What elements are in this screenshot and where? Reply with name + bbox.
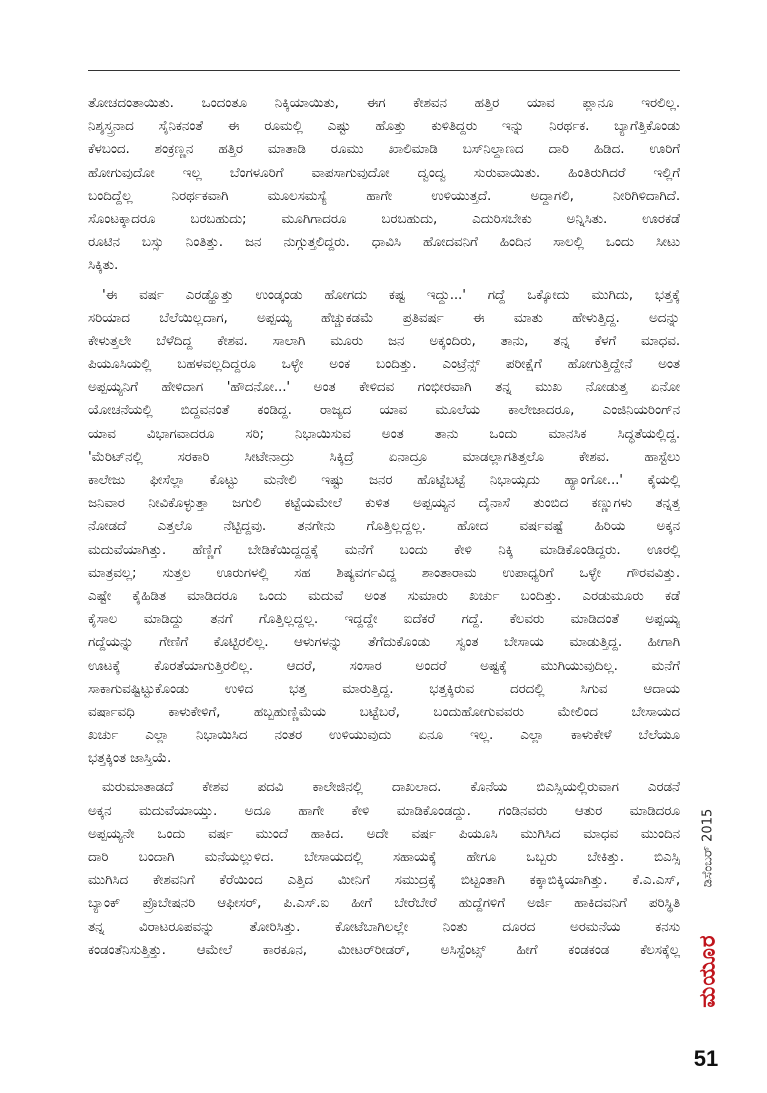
text-line: ಭತ್ತಕ್ಕಿಂತ ಜಾಸ್ತಿಯೆ. <box>88 750 172 767</box>
text-line: ಮುಗಿಸಿದ ಕೇಶವನಿಗೆ ಕೆರೆಯಿಂದ ಎತ್ತಿದ ಮೀನಿಗೆ ಸಮುದ್ರಕ್ಕೆ ಬಿಟ್ಟಂತಾಗಿ ಕಕ್ಕಾಬಿಕ್ಕಿಯಾಗಿತ್ತು. ಕೆ.ಎ.ಎಸ್, <box>88 872 680 889</box>
text-line: ಕಾಲೇಜು ಫೀಸೆಲ್ಲಾ ಕೊಟ್ಟು ಮನೇಲಿ ಇಷ್ಟು ಜನರ ಹೊಟ್ಟೆಬಟ್ಟೆ ನಿಭಾಯ್ಸದು ಹ್ಯಾಂಗೋ...' ಕೈಯಲ್ಲಿ <box>88 472 680 488</box>
paragraph <box>88 92 680 278</box>
text-line: ಕೆಳಬಂದ. ಶಂಕ್ರಣ್ಣನ ಹತ್ತಿರ ಮಾತಾಡಿ ರೂಮು ಖಾಲಿಮಾಡಿ ಬಸ್‌ನಿಲ್ದಾಣದ ದಾರಿ ಹಿಡಿದ. ಊರಿಗೆ <box>88 141 680 158</box>
text-line: ಬಂದಿದ್ದೆಲ್ಲ ನಿರರ್ಥಕವಾಗಿ ಮೂಲಸಮಸ್ಯೆ ಹಾಗೇ ಉಳಿಯುತ್ತದೆ. ಅದ್ದಾಗಲಿ, ನೀರಿಗಿಳಿದಾಗಿದೆ. <box>88 187 680 204</box>
text-line: ಸಿಕ್ಕಿತು. <box>88 257 119 274</box>
paragraph <box>88 776 680 962</box>
text-line: ನೋಡದೆ ಎತ್ತಲೊ ನೆಟ್ಟಿದ್ದವು. ತನಗೇನು ಗೊತ್ತಿಲ್ಲದ್ದಲ್ಲ. ಹೋದ ವರ್ಷವಷ್ಟೆ ಹಿರಿಯ ಅಕ್ಕನ <box>88 518 680 535</box>
text-line: ಕೈಸಾಲ ಮಾಡಿದ್ದು ತನಗೆ ಗೊತ್ತಿಲ್ಲದ್ದಲ್ಲ. ಇದ್ದದ್ದೇ ಐದೆಕರೆ ಗದ್ದೆ. ಕೆಲವರು ಮಾಡಿದಂತೆ ಅಪ್ಪಯ್ಯ <box>88 611 680 628</box>
text-line: ಸರಿಯಾದ ಬೆಲೆಯಿಲ್ಲದಾಗ, ಅಪ್ಪಯ್ಯ ಹೆಚ್ಚುಕಡಮೆ ಪ್ರತಿವರ್ಷ ಈ ಮಾತು ಹೇಳುತ್ತಿದ್ದ. ಅದನ್ನು <box>88 309 680 326</box>
text-line: ಊಟಕ್ಕೆ ಕೊರತೆಯಾಗುತ್ತಿರಲಿಲ್ಲ. ಆದರೆ, ಸಂಸಾರ ಅಂದರೆ ಅಷ್ಟಕ್ಕೆ ಮುಗಿಯುವುದಿಲ್ಲ. ಮನೆಗೆ <box>88 657 680 674</box>
issue-date <box>688 788 728 908</box>
text-line: 'ಮೆರಿಟ್‌ನಲ್ಲಿ ಸರಕಾರಿ ಸೀಟೇನಾದ್ರು ಸಿಕ್ಕಿದ್ರೆ ಏನಾದ್ರೂ ಮಾಡಲ್ಲಾಗತಿತ್ತಲೊ ಕೇಶವ. ಹಾಸ್ಟೆಲು <box>88 448 680 465</box>
text-line: ಯೋಚನೆಯಲ್ಲಿ ಬಿದ್ದವನಂತೆ ಕಂಡಿದ್ದ. ರಾಜ್ಯದ ಯಾವ ಮೂಲೆಯ ಕಾಲೇಜಾದರೂ, ಎಂಜಿನಿಯರಿಂಗ್‌ನ <box>88 402 680 419</box>
text-line: ಅಪ್ಪಯ್ಯನಿಗೆ ಹೇಳಿದಾಗ 'ಹೌದನೋ...' ಅಂತ ಕೇಳಿದವ ಗಂಭೀರವಾಗಿ ತನ್ನ ಮುಖ ನೋಡುತ್ತ ಏನೋ <box>88 379 680 396</box>
text-line: ವರ್ಷಾವಧಿ ಕಾಳುಕೇಳಿಗೆ, ಹಬ್ಬಹುಣ್ಣಿಮೆಯ ಬಟ್ಟೆಬರೆ, ಬಂದುಹೋಗುವವರು ಮೇಲಿಂದ ಬೇಸಾಯದ <box>88 703 680 720</box>
text-line: ಸೊಂಟಕ್ಕಾದರೂ ಬರಬಹುದು; ಮೂಗಿಗಾದರೂ ಬರಬಹುದು, ಎದುರಿಸಬೇಕು ಅನ್ನಿಸಿತು. ಊರಕಡೆ <box>88 210 680 227</box>
text-line: ಮರುಮಾತಾಡದೆ ಕೇಶವ ಪದವಿ ಕಾಲೇಜಿನಲ್ಲಿ ದಾಖಲಾದ. ಕೊನೆಯ ಬಿಎಸ್ಸಿಯಲ್ಲಿರುವಾಗ ಎರಡನೆ <box>102 779 680 796</box>
issue-date-label: ಡಿಸೆಂಬರ್ 2015 <box>700 808 716 888</box>
text-line: ದಾರಿ ಬಂದಾಗಿ ಮನೆಯಲ್ಲುಳಿದ. ಬೇಸಾಯದಲ್ಲಿ ಸಹಾಯಕ್ಕೆ ಹೇಗೂ ಒಬ್ಬರು ಬೇಕಿತ್ತು. ಬಿಎಸ್ಸಿ <box>88 849 680 865</box>
top-rule <box>88 70 680 71</box>
text-line: ಮಾತ್ರವಲ್ಲ; ಸುತ್ತಲ ಊರುಗಳಲ್ಲಿ ಸಹ ಶಿಷ್ಯವರ್ಗವಿದ್ದ ಶಾಂತಾರಾಮ ಉಪಾಧ್ಯರಿಗೆ ಒಳ್ಳೇ ಗೌರವವಿತ್ತು. <box>88 564 680 581</box>
text-line: ನಿಶ್ಶಸ್ತ್ರನಾದ ಸೈನಿಕನಂತೆ ಈ ರೂಮಲ್ಲಿ ಎಷ್ಟು ಹೊತ್ತು ಕುಳಿತಿದ್ದರು ಇನ್ನು ನಿರರ್ಥಕ. ಬ್ಯಾಗೆತ್ತಿಕೊಂಡು <box>88 118 680 135</box>
text-line: ಎಷ್ಟೇ ಕೈಹಿಡಿತ ಮಾಡಿದರೂ ಒಂದು ಮದುವೆ ಅಂತ ಸುಮಾರು ಖರ್ಚು ಬಂದಿತ್ತು. ಎರಡುಮೂರು ಕಡೆ <box>88 587 680 604</box>
text-line: ಸಾಕಾಗುವಷ್ಟಿಟ್ಟುಕೊಂಡು ಉಳಿದ ಭತ್ತ ಮಾರುತ್ತಿದ್ದ. ಭತ್ತಕ್ಕಿರುವ ದರದಲ್ಲಿ ಸಿಗುವ ಆದಾಯ <box>88 680 680 697</box>
article-body <box>88 92 680 962</box>
side-margin <box>688 788 728 1038</box>
paragraph <box>88 284 680 771</box>
text-line: 'ಈ ವರ್ಷ ಎರಡ್ಹೊತ್ತು ಉಂಡ್ಕಂಡು ಹೋಗದು ಕಷ್ಟ ಇದ್ದು...' ಗದ್ದೆ ಒಕ್ಕೋದು ಮುಗಿದು, ಭತ್ತಕ್ಕೆ <box>102 286 680 303</box>
text-line: ಪಿಯೂಸಿಯಲ್ಲಿ ಬಹಳವಲ್ಲದಿದ್ದರೂ ಒಳ್ಳೇ ಅಂಕ ಬಂದಿತ್ತು. ಎಂಟ್ರೆನ್ಸ್ ಪರೀಕ್ಷೆಗೆ ಹೋಗುತ್ತಿದ್ದೇನೆ ಅಂತ <box>88 356 680 373</box>
text-line: ಯಾವ ವಿಭಾಗವಾದರೂ ಸರಿ; ನಿಭಾಯಿಸುವ ಅಂತ ತಾನು ಒಂದು ಮಾನಸಿಕ ಸಿದ್ಧತೆಯಲ್ಲಿದ್ದ. <box>88 425 680 442</box>
text-line: ತನ್ನ ವಿರಾಟರೂಪವನ್ನು ತೋರಿಸಿತ್ತು. ಕೋಟೆಬಾಗಿಲಲ್ಲೇ ನಿಂತು ದೂರದ ಅರಮನೆಯ ಕನಸು <box>88 918 680 935</box>
text-line: ತೋಚದಂತಾಯಿತು. ಒಂದಂತೂ ನಿಕ್ಕಿಯಾಯಿತು, ಈಗ ಕೇಶವನ ಹತ್ತಿರ ಯಾವ ಪ್ಲಾನೂ ಇರಲಿಲ್ಲ. <box>88 95 680 111</box>
magazine-logo <box>690 916 726 1026</box>
text-line: ಖರ್ಚು ಎಲ್ಲಾ ನಿಭಾಯಿಸಿದ ನಂತರ ಉಳಿಯುವುದು ಏನೂ ಇಲ್ಲ. ಎಲ್ಲಾ ಕಾಳುಕೇಳೆ ಬೆಲೆಯೂ <box>88 727 680 744</box>
text-line: ಜನಿವಾರ ನೀವಿಕೊಳ್ಳುತ್ತಾ ಜಗುಲಿ ಕಟ್ಟೆಯಮೇಲೆ ಕುಳಿತ ಅಪ್ಪಯ್ಯನ ದೈನಾಸೆ ತುಂಬಿದ ಕಣ್ಣುಗಳು ತನ್ನತ್ತ <box>88 495 680 512</box>
text-line: ಗದ್ದೆಯನ್ನು ಗೇಣಿಗೆ ಕೊಟ್ಟಿರಲಿಲ್ಲ. ಆಳುಗಳನ್ನು ತೆಗೆದುಕೊಂಡು ಸ್ವಂತ ಬೇಸಾಯ ಮಾಡುತ್ತಿದ್ದ. ಹೀಗಾಗಿ <box>88 634 680 651</box>
text-line: ಮದುವೆಯಾಗಿತ್ತು. ಹೆಣ್ಣಿಗೆ ಬೇಡಿಕೆಯಿದ್ದದ್ದಕ್ಕೆ ಮನೆಗೆ ಬಂದು ಕೇಳಿ ನಿಕ್ಕಿ ಮಾಡಿಕೊಂಡಿದ್ದರು. ಊರಲ್ಲಿ <box>88 541 680 558</box>
text-line: ಬ್ಯಾಂಕ್ ಪ್ರೊಬೇಷನರಿ ಆಫೀಸರ್, ಪಿ.ಎಸ್.ಐ ಹೀಗೆ ಬೇರೆಬೇರೆ ಹುದ್ದೆಗಳಿಗೆ ಅರ್ಜಿ ಹಾಕಿದವನಿಗೆ ಪರಿಸ್ಥಿತಿ <box>88 895 680 912</box>
page-number: 51 <box>693 1046 719 1071</box>
text-line: ರೂಟಿನ ಬಸ್ಸು ನಿಂತಿತ್ತು. ಜನ ನುಗ್ಗುತ್ತಲಿದ್ದರು. ಧಾವಿಸಿ ಹೋದವನಿಗೆ ಹಿಂದಿನ ಸಾಲಲ್ಲಿ ಒಂದು ಸೀಟು <box>88 234 680 251</box>
text-line: ಕಂಡಂತೆನಿಸುತ್ತಿತ್ತು. ಆಮೇಲೆ ಕಾರಕೂನ, ಮೀಟರ್‌ರೀಡರ್, ಅಸಿಸ್ಟೆಂಟ್ಸ್ ಹೀಗೆ ಕಂಡಕಂಡ ಕೆಲಸಕ್ಕೆಲ್ಲ <box>88 941 680 958</box>
text-line: ಕೇಳುತ್ತಲೇ ಬೆಳೆದಿದ್ದ ಕೇಶವ. ಸಾಲಾಗಿ ಮೂರು ಜನ ಅಕ್ಕಂದಿರು, ತಾನು, ತನ್ನ ಕೆಳಗೆ ಮಾಧವ. <box>88 332 680 349</box>
magazine-logo-text: ಮಯೂರ <box>695 934 721 1008</box>
text-line: ಅಕ್ಕನ ಮದುವೆಯಾಯ್ತು. ಅದೂ ಹಾಗೇ ಕೇಳಿ ಮಾಡಿಕೊಂಡದ್ದು. ಗಂಡಿನವರು ಆತುರ ಮಾಡಿದರೂ <box>88 802 680 819</box>
text-line: ಹೋಗುವುದೋ ಇಲ್ಲ ಬೆಂಗಳೂರಿಗೆ ವಾಪಸಾಗುವುದೋ ದ್ವಂದ್ವ ಸುರುವಾಯಿತು. ಹಿಂತಿರುಗಿದರೆ ಇಲ್ಲಿಗೆ <box>88 164 680 181</box>
text-line: ಅಪ್ಪಯ್ಯನೇ ಒಂದು ವರ್ಷ ಮುಂದೆ ಹಾಕಿದ. ಅದೇ ವರ್ಷ ಪಿಯೂಸಿ ಮುಗಿಸಿದ ಮಾಧವ ಮುಂದಿನ <box>88 825 680 842</box>
